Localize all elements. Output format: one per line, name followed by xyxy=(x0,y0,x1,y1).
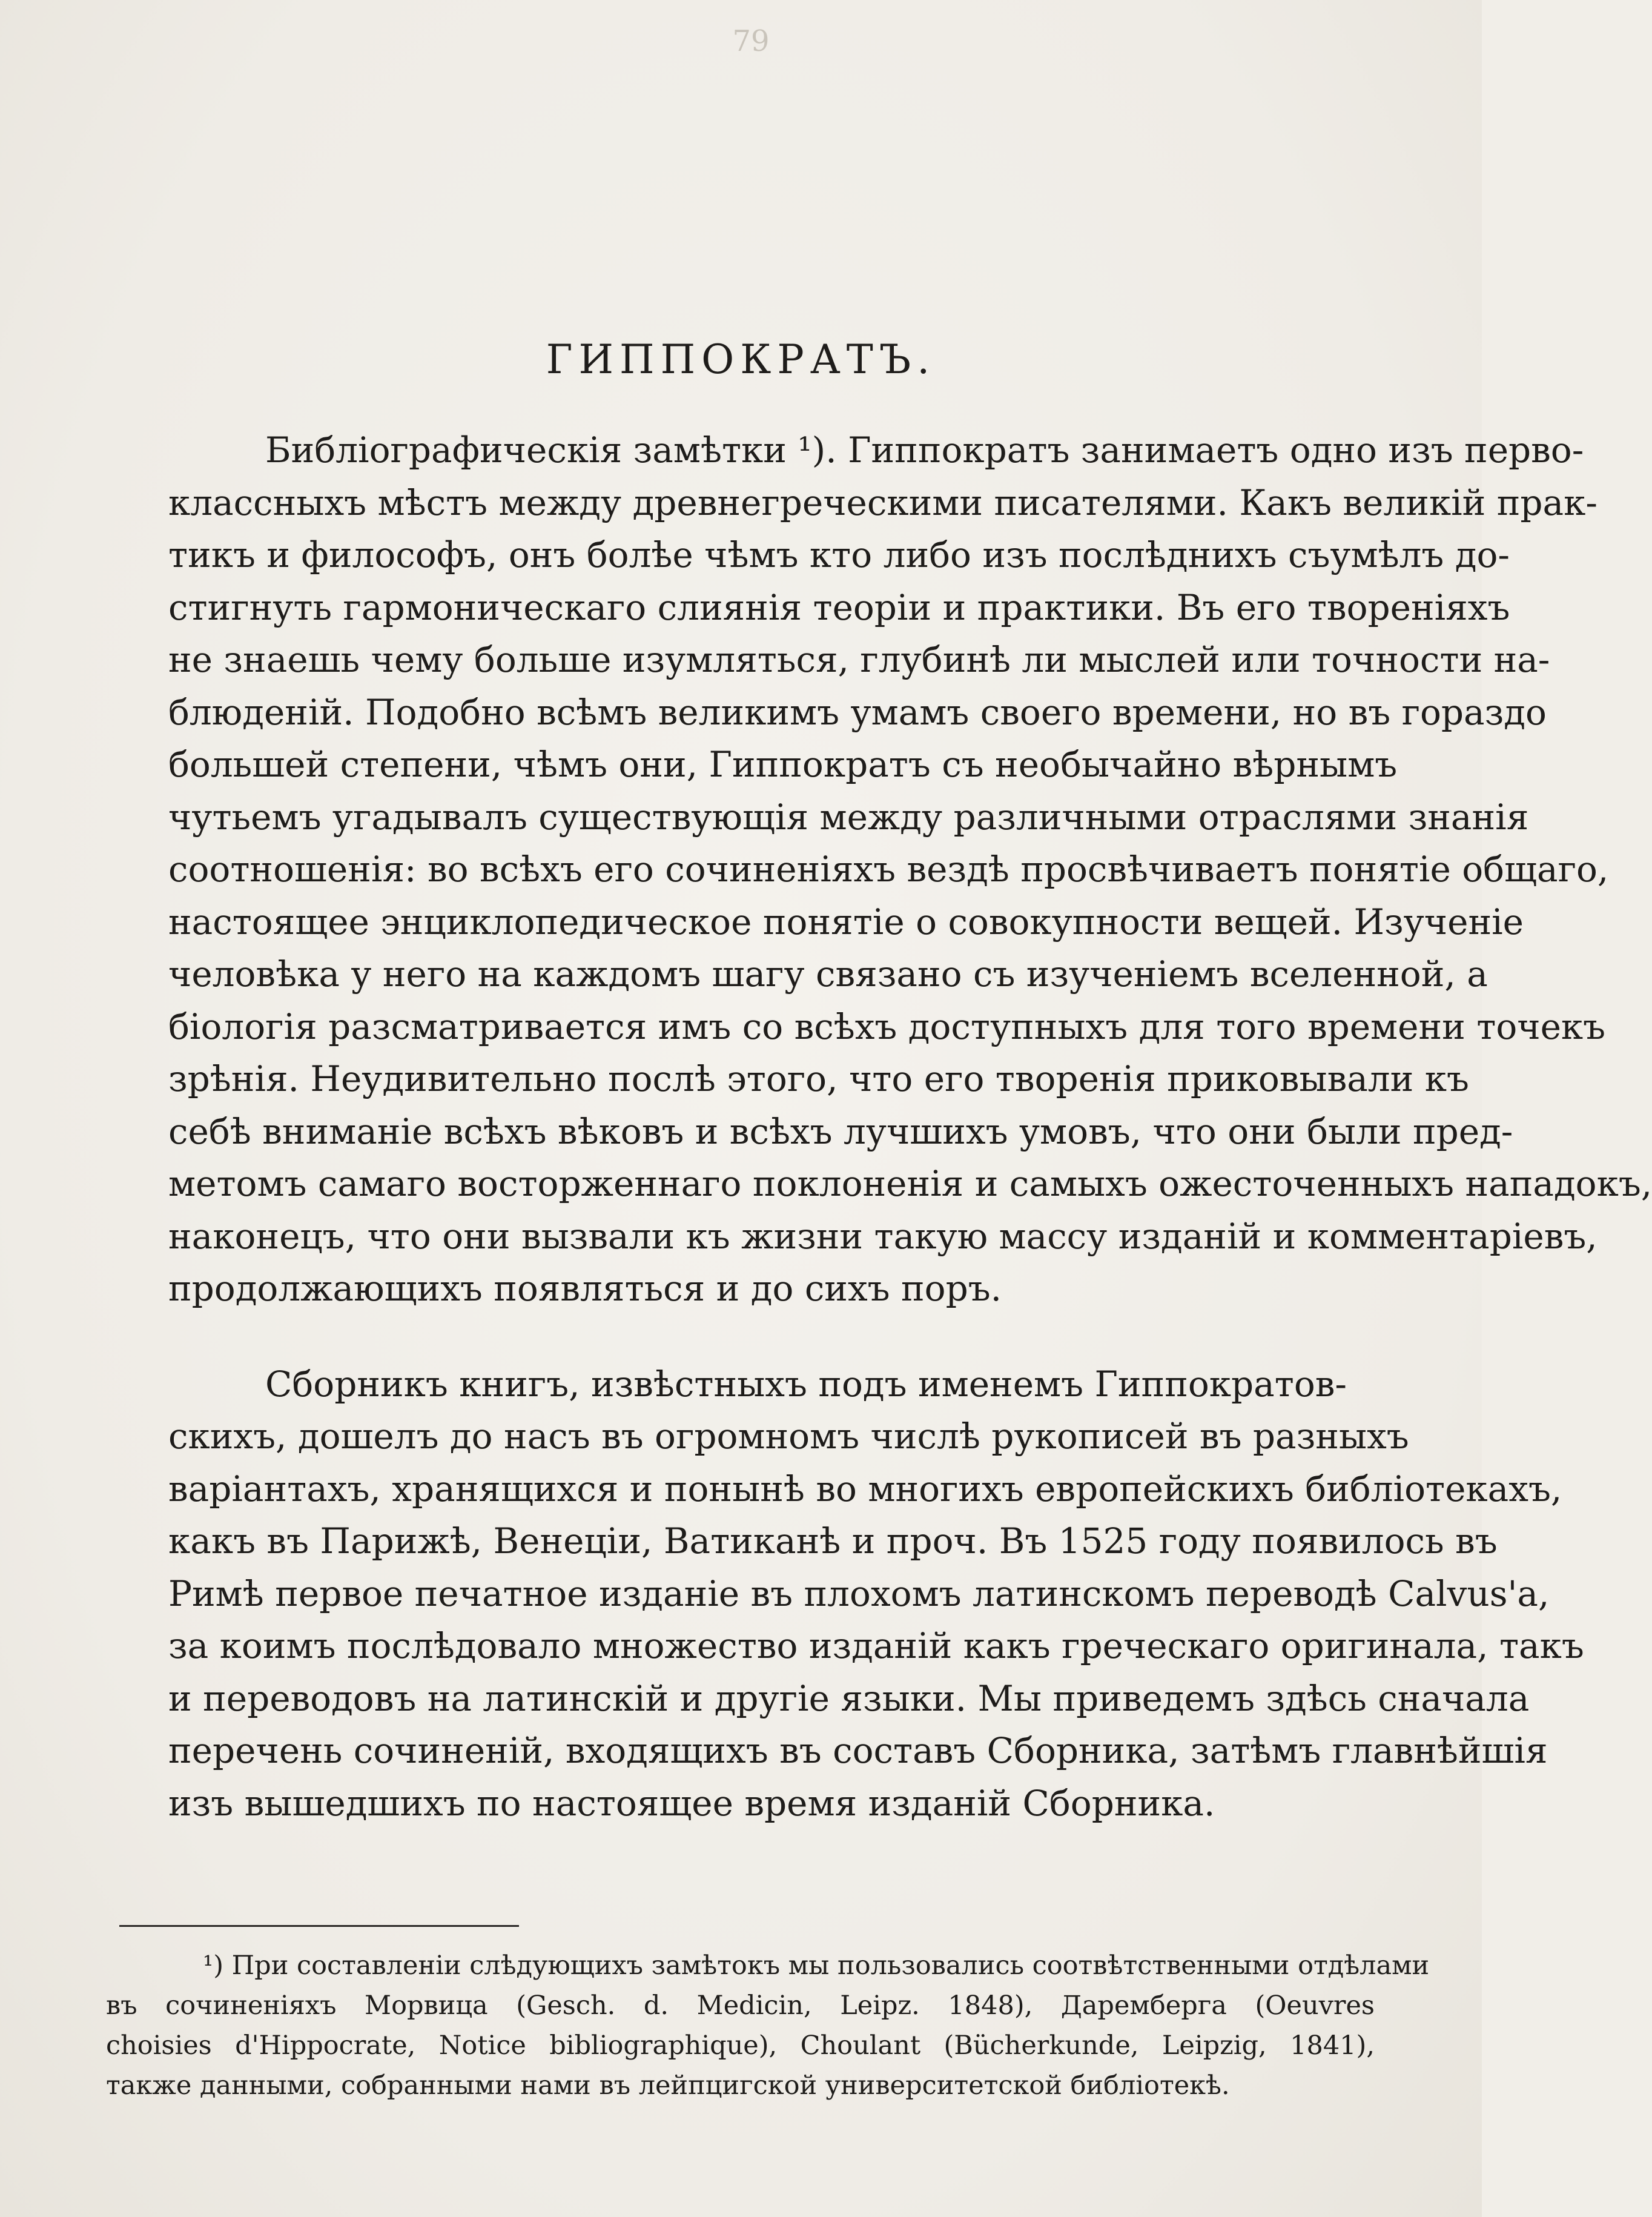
footnote-line: choisies d'Hippocrate, Notice bibliographique), Choulant (Bücherkunde, Leipzig, 1841), xyxy=(106,2030,1375,2061)
text-line: тикъ и философъ, онъ болѣе чѣмъ кто либо изъ послѣднихъ съумѣлъ до- xyxy=(168,534,1510,575)
text-line: варіантахъ, хранящихся и понынѣ во многихъ европейскихъ библіотекахъ, xyxy=(168,1468,1562,1509)
text-line: стигнуть гармоническаго слиянія теоріи и практики. Въ его твореніяхъ xyxy=(168,586,1510,628)
paragraph-1 xyxy=(168,424,1652,1315)
text-line: себѣ вниманіе всѣхъ вѣковъ и всѣхъ лучшихъ умовъ, что они были пред- xyxy=(168,1110,1513,1152)
text-line: Сборникъ книгъ, извѣстныхъ подъ именемъ Гиппократов- xyxy=(265,1363,1347,1405)
text-line: зрѣнія. Неудивительно послѣ этого, что его творенія приковывали къ xyxy=(168,1058,1469,1099)
footnote-line: ¹) При составленіи слѣдующихъ замѣтокъ мы пользовались соотвѣтственными отдѣлами xyxy=(203,1950,1430,1981)
text-line: большей степени, чѣмъ они, Гиппократъ съ необычайно вѣрнымъ xyxy=(168,744,1398,785)
page-number: 79 xyxy=(732,24,770,58)
text-line: чутьемъ угадывалъ существующія между различными отраслями знанія xyxy=(168,796,1529,838)
text-line: человѣка у него на каждомъ шагу связано съ изученіемъ вселенной, а xyxy=(168,953,1488,995)
text-line: біологія разсматривается имъ со всѣхъ доступныхъ для того времени точекъ xyxy=(168,1006,1606,1047)
text-line: соотношенія: во всѣхъ его сочиненіяхъ вездѣ просвѣчиваетъ понятіе общаго, xyxy=(168,849,1609,890)
text-line: Библіографическія замѣтки ¹). Гиппократъ занимаетъ одно изъ перво- xyxy=(265,429,1584,471)
footnote-divider xyxy=(119,1925,519,1927)
footnote-line: также данными, собранными нами въ лейпцигской университетской библіотекѣ. xyxy=(106,2070,1230,2101)
text-line: не знаешь чему больше изумляться, глубинѣ ли мыслей или точности на- xyxy=(168,639,1550,680)
text-line: и переводовъ на латинскій и другіе языки. Мы приведемъ здѣсь сначала xyxy=(168,1677,1530,1719)
page-title: ГИППОКРАТЪ. xyxy=(546,336,936,383)
text-line: наконецъ, что они вызвали къ жизни такую массу изданій и комментаріевъ, xyxy=(168,1215,1597,1257)
body-text xyxy=(168,424,1652,1829)
text-line: Римѣ первое печатное изданіе въ плохомъ латинскомъ переводѣ Calvus'а, xyxy=(168,1572,1550,1614)
text-line: классныхъ мѣстъ между древнегреческими писателями. Какъ великій прак- xyxy=(168,482,1597,523)
footnote-line: въ сочиненіяхъ Морвица (Gesch. d. Medicin, Leipz. 1848), Даремберга (Oeuvres xyxy=(106,1990,1375,2021)
text-line: какъ въ Парижѣ, Венеціи, Ватиканѣ и проч. Въ 1525 году появилось въ xyxy=(168,1520,1498,1562)
text-line: изъ вышедшихъ по настоящее время изданій Сборника. xyxy=(168,1782,1215,1824)
footnote xyxy=(106,1946,1430,2106)
paragraph-2 xyxy=(168,1358,1584,1830)
text-line: продолжающихъ появляться и до сихъ поръ. xyxy=(168,1268,1002,1309)
text-line: перечень сочиненій, входящихъ въ составъ Сборника, затѣмъ главнѣйшія xyxy=(168,1730,1548,1771)
text-line: метомъ самаго восторженнаго поклоненія и самыхъ ожесточенныхъ нападокъ, xyxy=(168,1163,1652,1204)
text-line: блюденій. Подобно всѣмъ великимъ умамъ своего времени, но въ гораздо xyxy=(168,691,1547,733)
text-line: за коимъ послѣдовало множество изданій какъ греческаго оригинала, такъ xyxy=(168,1625,1584,1666)
text-line: скихъ, дошелъ до насъ въ огромномъ числѣ рукописей въ разныхъ xyxy=(168,1416,1409,1457)
text-line: настоящее энциклопедическое понятіе о совокупности вещей. Изученіе xyxy=(168,901,1524,943)
